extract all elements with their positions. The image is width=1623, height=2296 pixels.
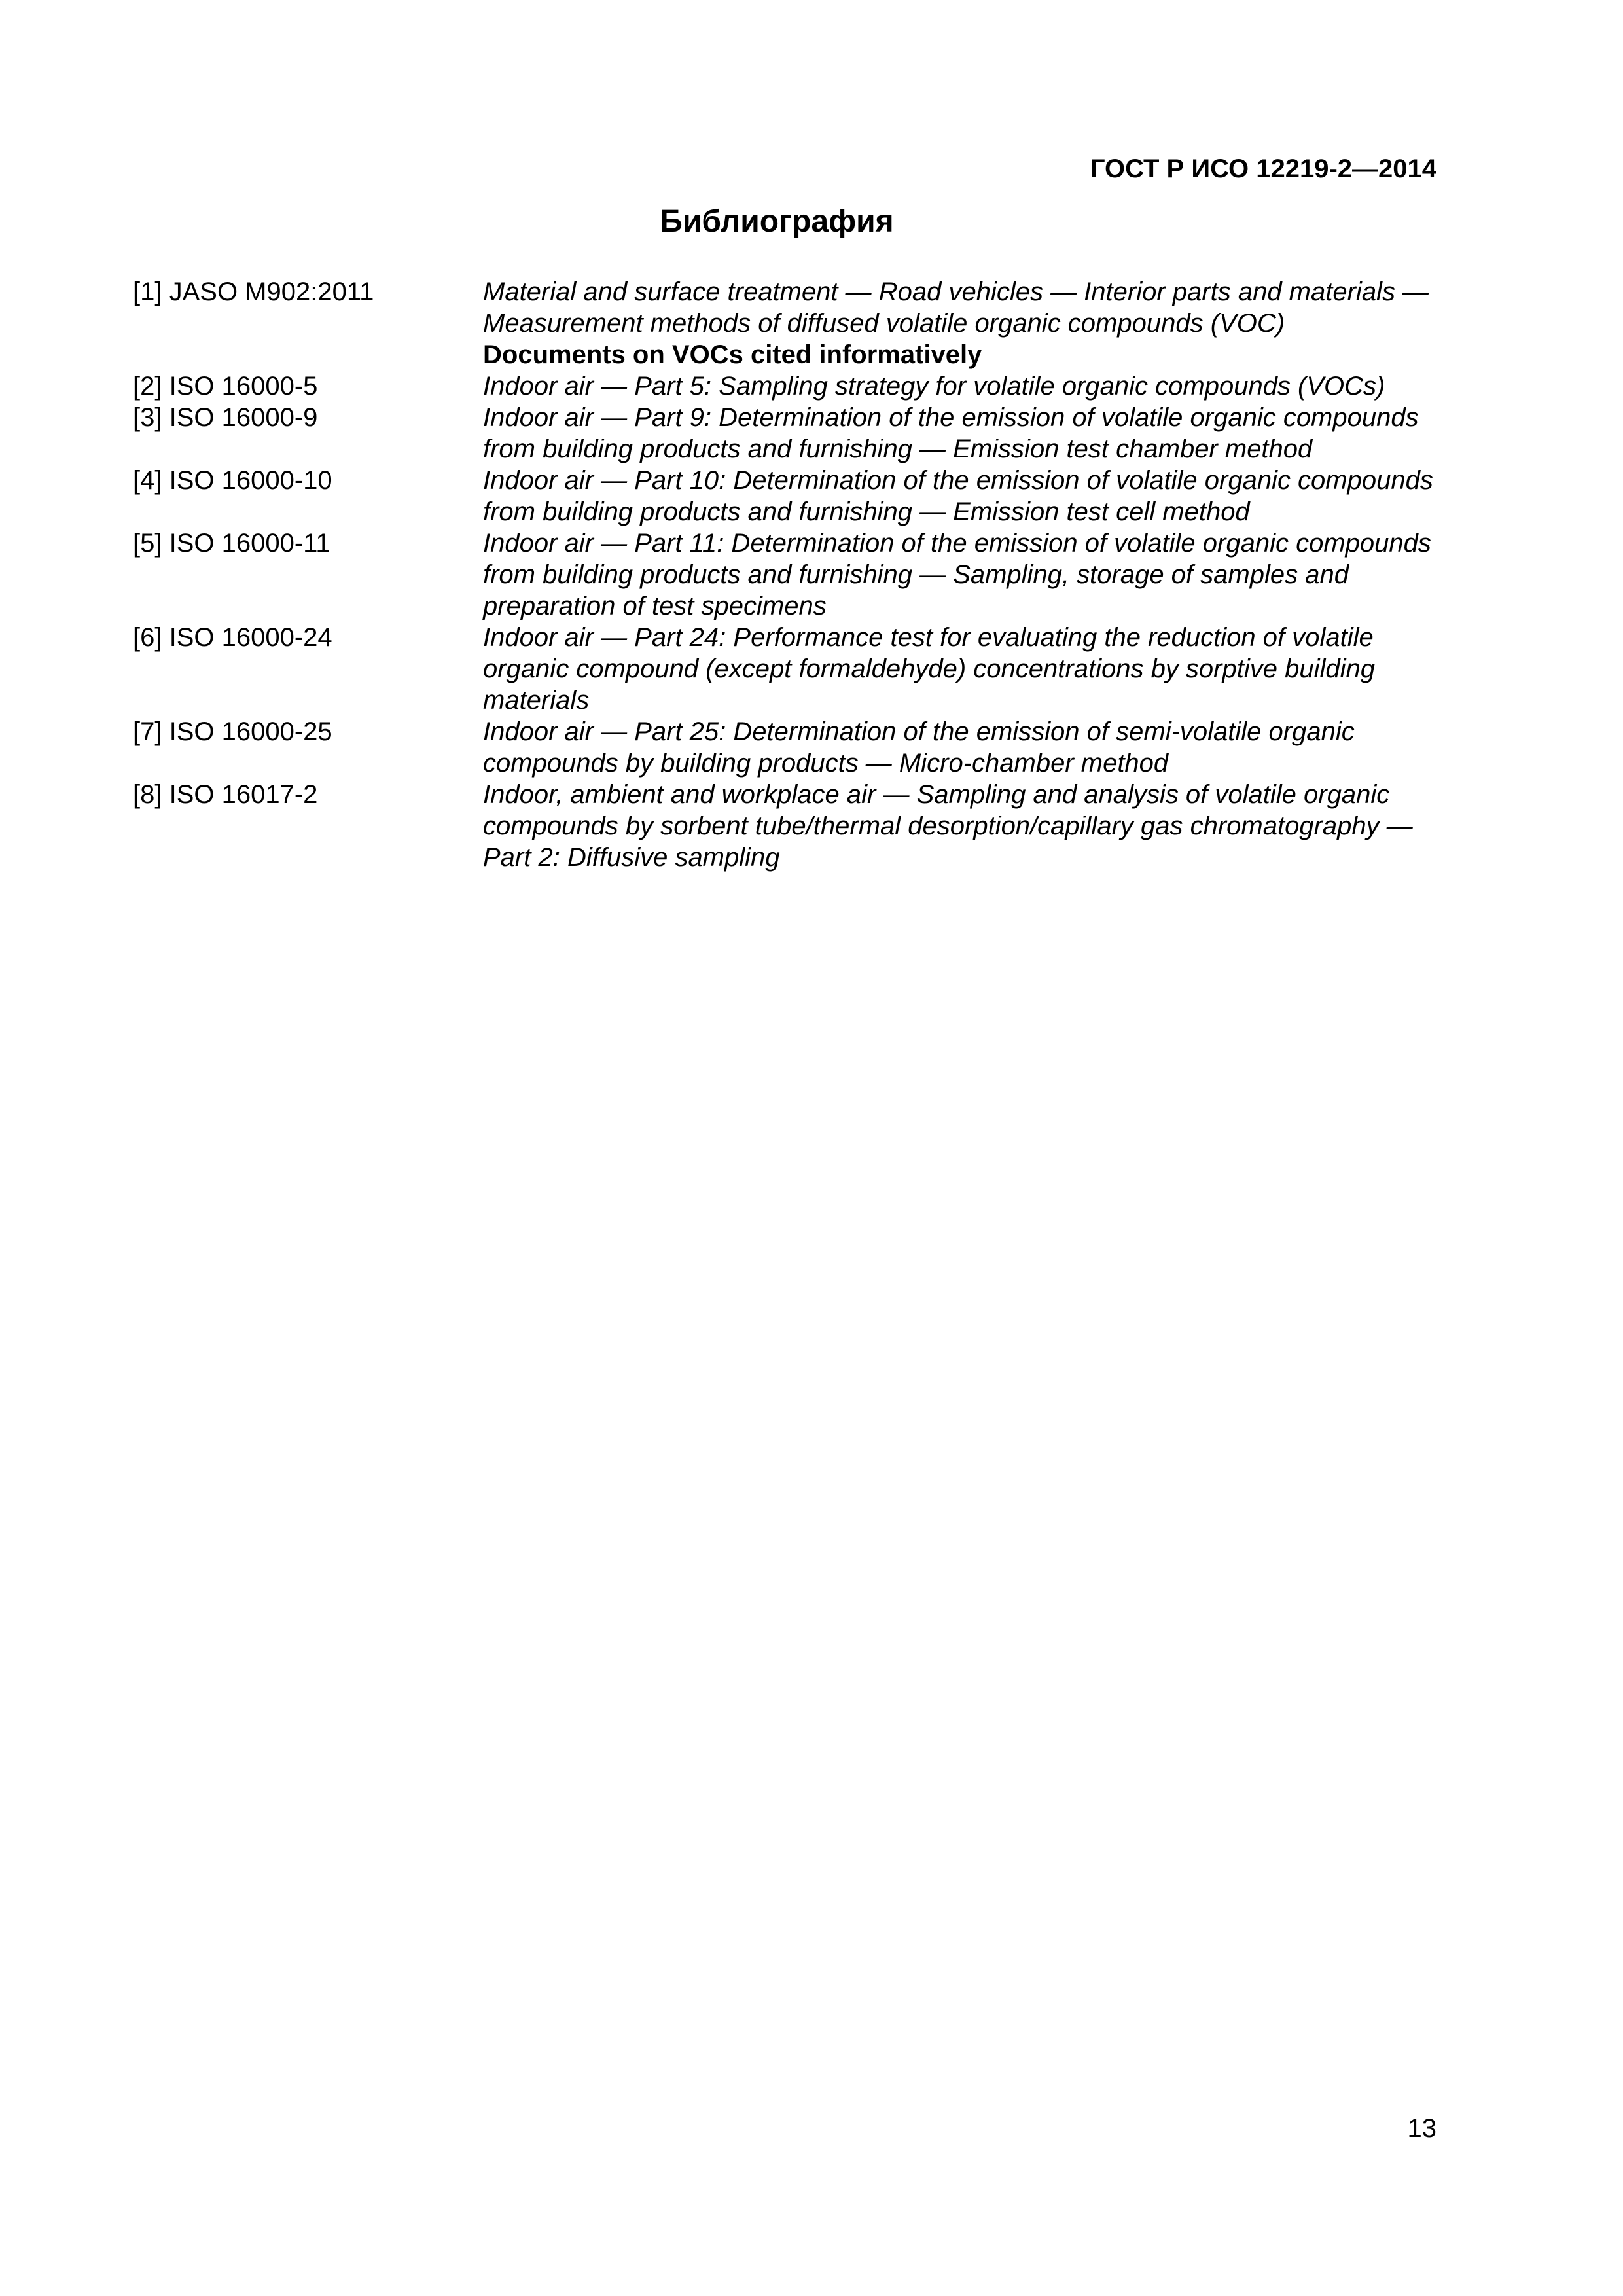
entry-reference: [4] ISO 16000-10	[133, 466, 332, 495]
entry-description: Indoor air — Part 5: Sampling strategy for volatile organic compounds (VOCs)	[483, 372, 1385, 401]
informative-note	[133, 339, 1442, 370]
entry-reference: [7] ISO 16000-25	[133, 717, 332, 746]
entry-description: Indoor air — Part 25: Determination of the emission of semi-volatile organic compounds by building products — Micro-chamber method	[483, 717, 1355, 778]
entry-reference: [3] ISO 16000-9	[133, 403, 318, 432]
entry-description: Indoor air — Part 11: Determination of the emission of volatile organic compounds from building products and furnishing — Sampling, storage of samples and preparation of test specimens	[483, 529, 1431, 620]
page-number: 13	[1407, 2114, 1436, 2143]
bibliography-entry-8	[133, 779, 1442, 873]
entry-reference: [1] JASO M902:2011	[133, 278, 374, 306]
informative-note-text: Documents on VOCs cited informatively	[483, 340, 982, 369]
entry-description: Indoor air — Part 10: Determination of the emission of volatile organic compounds from building products and furnishing — Emission test cell method	[483, 466, 1433, 526]
entry-reference: [2] ISO 16000-5	[133, 372, 318, 401]
bibliography-entry-6	[133, 622, 1442, 716]
bibliography-entry-3	[133, 402, 1442, 465]
entry-reference: [6] ISO 16000-24	[133, 623, 332, 652]
bibliography-entry-2	[133, 370, 1442, 402]
bibliography-entry-5	[133, 528, 1442, 622]
entry-description: Indoor air — Part 24: Performance test for evaluating the reduction of volatile organic compound (except formaldehyde) concentrations by sorptive building materials	[483, 623, 1375, 715]
entry-reference: [8] ISO 16017-2	[133, 780, 318, 809]
bibliography-entry-7	[133, 716, 1442, 779]
entry-description: Indoor air — Part 9: Determination of the emission of volatile organic compounds from building products and furnishing — Emission test chamber method	[483, 403, 1419, 463]
entry-reference: [5] ISO 16000-11	[133, 529, 330, 558]
bibliography-list	[133, 276, 1442, 873]
entry-description: Indoor, ambient and workplace air — Sampling and analysis of volatile organic compounds by sorbent tube/thermal desorption/capillary gas chromatography — Part 2: Diffusive sampling	[483, 780, 1413, 872]
standard-designation: ГОСТ Р ИСО 12219-2—2014	[1090, 154, 1436, 183]
bibliography-entry-1	[133, 276, 1442, 339]
page-title: Библиография	[660, 204, 894, 239]
bibliography-entry-4	[133, 465, 1442, 528]
entry-description: Material and surface treatment — Road vehicles — Interior parts and materials — Measurement methods of diffused volatile organic compounds (VOC)	[483, 278, 1429, 338]
